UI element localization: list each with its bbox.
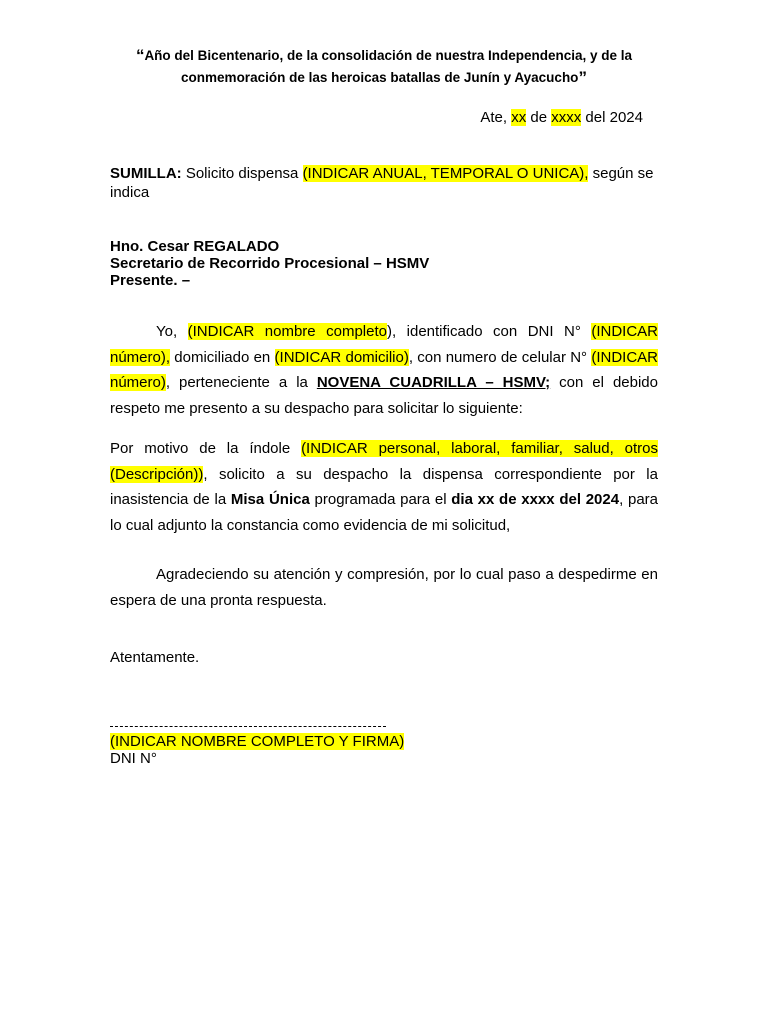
signature-dni: DNI N° [110, 750, 157, 767]
p1-text-5: , perteneciente a la [165, 374, 317, 391]
signature-name [110, 733, 404, 750]
sumilla [110, 164, 658, 202]
p1-highlight-address: (INDICAR domicilio) [274, 348, 409, 366]
p2-highlight-reason: (INDICAR personal, laboral, familiar, salud, otros (Descripción)) [110, 440, 658, 483]
date-day: xx [511, 109, 527, 126]
paragraph-identification [110, 319, 658, 421]
p1-text-4: , con numero de celular N° [408, 348, 592, 366]
close-quote: ” [578, 68, 587, 87]
header-line-1: Año del Bicentenario, de la consolidación de nuestra Independencia, y de la [144, 48, 633, 63]
p1-text-2: ), identificado con DNI N° [387, 323, 592, 340]
year-motto-header [100, 44, 668, 88]
header-line-2: conmemoración de las heroicas batallas de Junín y Ayacucho [181, 70, 579, 85]
sumilla-text-1: Solicito dispensa [181, 165, 303, 182]
sumilla-highlight: (INDICAR ANUAL, TEMPORAL O UNICA), [302, 165, 589, 182]
addressee-block [110, 238, 429, 289]
date-place: Ate, [480, 109, 512, 126]
p1-highlight-name: (INDICAR nombre completo [187, 323, 387, 340]
p2-text-2: , solicito a su despacho la dispensa correspondiente por la inasistencia de la [110, 465, 658, 508]
paragraph-reason [110, 436, 658, 538]
p1-cuadrilla: NOVENA CUADRILLA – HSMV; [316, 374, 551, 391]
date-year: del 2024 [581, 109, 643, 126]
p1-text-6: con el debido respeto me presento a su despacho para solicitar lo siguiente: [110, 374, 658, 417]
p2-date: dia xx de xxxx del 2024 [451, 491, 620, 508]
sumilla-text-2: según se indica [110, 165, 654, 201]
p1-text-3: domiciliado en [170, 348, 275, 366]
p1-highlight-dni: (INDICAR número), [110, 323, 658, 366]
sumilla-label: SUMILLA: [110, 165, 182, 182]
date-de: de [526, 109, 552, 126]
addressee-presente: Presente. – [110, 272, 191, 289]
signature-name-text: (INDICAR NOMBRE COMPLETO Y FIRMA) [110, 733, 405, 750]
p2-text-3: programada para el [309, 491, 452, 508]
p2-text-4: , para lo cual adjunto la constancia como evidencia de mi solicitud, [110, 491, 658, 534]
open-quote: “ [135, 46, 145, 65]
date-month: xxxx [551, 109, 582, 126]
signature-line [110, 726, 386, 727]
addressee-position: Secretario de Recorrido Procesional – HSMV [110, 255, 430, 272]
paragraph-thanks [110, 562, 658, 613]
p1-text-1: Yo, [156, 323, 188, 340]
p2-misa: Misa Única [230, 491, 310, 508]
place-date [480, 108, 643, 128]
closing: Atentamente. [110, 649, 200, 666]
p1-highlight-phone: (INDICAR número) [110, 348, 658, 391]
p3-text: Agradeciendo su atención y compresión, por lo cual paso a despedirme en espera de una pronta respuesta. [110, 566, 658, 609]
p2-text-1: Por motivo de la índole [110, 440, 302, 457]
addressee-name: Hno. Cesar REGALADO [110, 238, 280, 255]
